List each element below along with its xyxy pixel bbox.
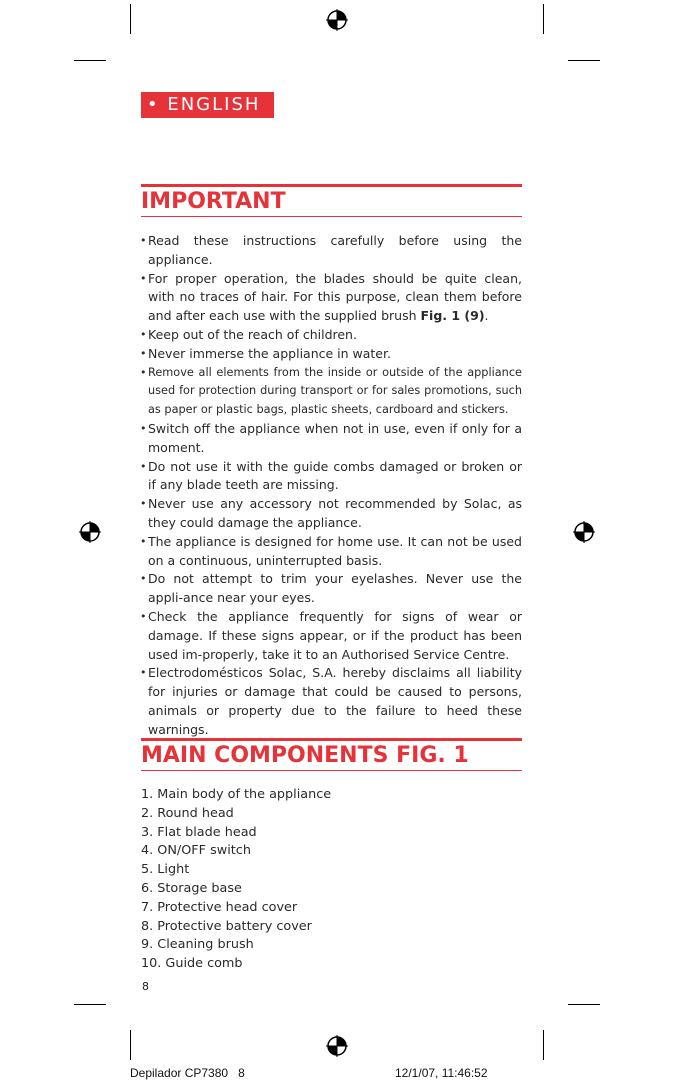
bullet-text: Electrodomésticos Solac, S.A. hereby disclaims all liability for injuries or damage that could be caused to persons, animals or property due to the failure to heed these warnings. [148, 665, 522, 737]
list-item: 4. ON/OFF switch [141, 843, 251, 859]
crop-mark [74, 1004, 106, 1005]
registration-mark-icon [79, 521, 101, 543]
bullet-item [141, 232, 522, 270]
language-tag: • ENGLISH [141, 92, 274, 118]
bullet-text: The appliance is designed for home use. It can not be used on a continuous, uninterrupted basis. [148, 533, 522, 568]
section-rule-top [141, 738, 522, 741]
crop-mark [568, 60, 600, 61]
section-rule-bottom [141, 770, 522, 771]
crop-mark [543, 1030, 544, 1060]
bullet-item [141, 533, 522, 571]
bullet-item [141, 458, 522, 496]
bullet-text-end: . [484, 308, 489, 324]
important-section-header [141, 184, 522, 217]
important-title: IMPORTANT [141, 189, 286, 214]
list-item: 8. Protective battery cover [141, 918, 312, 934]
bullet-text: Switch off the appliance when not in use, even if only for a moment. [148, 420, 522, 455]
bullet-text: For proper operation, the blades should be quite clean, with no traces of hair. For this purpose, clean them before and after each use with the supplied brush [148, 270, 522, 324]
list-item: 3. Flat blade head [141, 824, 257, 840]
registration-mark-icon [573, 521, 595, 543]
registration-mark-icon [326, 9, 348, 31]
bullet-item [141, 495, 522, 533]
important-bullet-list [141, 232, 522, 740]
components-list [141, 786, 331, 974]
page-number: 8 [142, 980, 149, 993]
crop-mark [130, 1030, 131, 1060]
bullet-text: Keep out of the reach of children. [148, 326, 357, 342]
footer-timestamp: 12/1/07, 11:46:52 [395, 1066, 488, 1080]
list-item: 1. Main body of the appliance [141, 787, 332, 802]
bullet-item [141, 270, 522, 326]
list-item: 10. Guide comb [141, 956, 243, 972]
bullet-text: Read these instructions carefully before using the appliance. [148, 233, 522, 267]
list-item: 6. Storage base [141, 880, 242, 896]
bullet-item [141, 364, 522, 420]
registration-mark-icon [326, 1035, 348, 1057]
list-item: 7. Protective head cover [141, 899, 298, 915]
footer-file-label: Depilador CP7380 8 [130, 1066, 245, 1080]
figure-reference: Fig. 1 (9) [420, 308, 485, 324]
bullet-item [141, 664, 522, 739]
list-item: 9. Cleaning brush [141, 937, 254, 953]
crop-mark [543, 4, 544, 34]
section-rule-top [141, 184, 522, 187]
bullet-text: Never immerse the appliance in water. [148, 345, 391, 361]
bullet-text: Remove all elements from the inside or outside of the appliance used for protection during transport or for sales promotions, such as paper or plastic bags, plastic sheets, cardboard and stickers. [148, 365, 522, 417]
bullet-text: Check the appliance frequently for signs of wear or damage. If these signs appear, or if the product has been used im-properly, take it to an Authorised Service Centre. [148, 608, 522, 662]
section-rule-bottom [141, 216, 522, 217]
bullet-text: Do not attempt to trim your eyelashes. Never use the appli-ance near your eyes. [148, 571, 522, 606]
bullet-item [141, 570, 522, 608]
bullet-item [141, 345, 522, 364]
bullet-item [141, 608, 522, 664]
bullet-text: Do not use it with the guide combs damaged or broken or if any blade teeth are missing. [148, 458, 522, 493]
list-item: 2. Round head [141, 805, 234, 821]
components-title: MAIN COMPONENTS FIG. 1 [141, 743, 469, 768]
components-section-header [141, 738, 522, 771]
list-item: 5. Light [141, 862, 190, 878]
bullet-item [141, 420, 522, 458]
crop-mark [130, 4, 131, 34]
crop-mark [74, 60, 106, 61]
bullet-text: Never use any accessory not recommended by Solac, as they could damage the appliance. [148, 496, 522, 530]
bullet-item [141, 326, 522, 345]
crop-mark [568, 1004, 600, 1005]
